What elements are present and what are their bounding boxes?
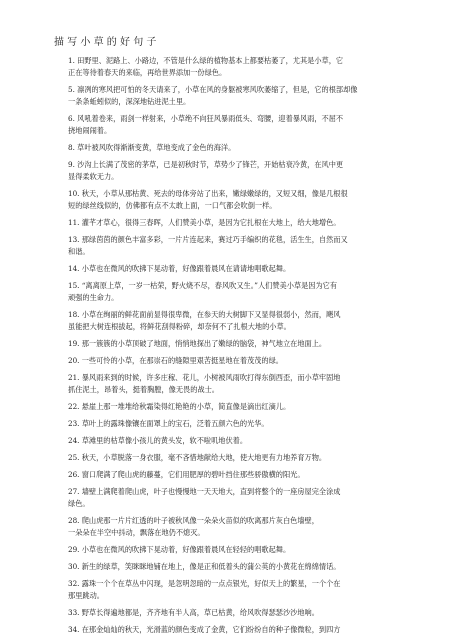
sentence-continuation-line: 显得柔软无力。 <box>68 172 119 181</box>
sentence-item <box>68 280 418 304</box>
sentence-line: 34. 在那金灿灿的秋天，光滑蓝的颜色变成了金黄，它们纷纷自的种子像微粒，到四方 <box>68 625 341 634</box>
sentence-continuation-line: 虽能把大树连根拔起，将鲜花刮得粉碎，却奈何不了扎根大地的小草。 <box>68 322 291 331</box>
sentence-continuation-line: 那里跳动。 <box>68 591 104 600</box>
sentence-item <box>68 544 418 556</box>
sentence-item <box>68 355 418 367</box>
sentence-item <box>68 338 418 350</box>
sentence-line: 18. 小草在绚丽的鲜花面前显得很卑微，在参天的大树脚下又显得很弱小，然而，飓风 <box>68 310 341 319</box>
sentence-line: 11. 灌芊才草心，很得三春晖，人们赞美小草，是因为它扎根在大地上，给大地增色。 <box>68 218 341 227</box>
document-title: 描写小草的好句子 <box>54 37 160 48</box>
sentence-item <box>68 142 418 154</box>
sentence-line: 14. 小草也在微风的吹拂下晃动着，好像跟着晨风在请请地唱歌起舞。 <box>68 264 291 273</box>
sentence-line: 30. 新生的绿草，笑眯眯地铺在地上，像是正和低着头的蒲公英的小黄花在绵绵情话。 <box>68 562 341 571</box>
sentence-continuation-line: 一条条蚯蚓似的，深深地钻进泥土里。 <box>68 97 191 106</box>
sentence-line: 20. 一些可怜的小草，在那崇石的缝隙里艰苦挺星地在着茂茂的绿。 <box>68 356 283 365</box>
sentence-line: 15. “离离原上草，一岁一枯荣，野火烧不尽，春风吹又生。”人们赞美小草是因为它有 <box>68 281 338 290</box>
sentence-continuation-line: 和谐。 <box>68 247 90 256</box>
sentence-continuation-line: 正在等待着春天的来临，再给世界添加一份绿色。 <box>68 68 227 77</box>
sentence-item <box>68 234 418 258</box>
sentence-item <box>68 55 418 79</box>
sentence-line: 9. 沙沟上长满了茂密的茅草，已是初秋时节，草势少了锋芒，开始枯衰冷黄，在风中更 <box>68 160 344 169</box>
sentence-item <box>68 469 418 481</box>
sentence-continuation-line: 挠地闹闹着。 <box>68 126 112 135</box>
sentence-item <box>68 217 418 229</box>
sentence-line: 26. 窗口爬满了爬山虎的藤蔓，它们用肥厚的碧叶挡住那些骄傲横的阳光。 <box>68 470 305 479</box>
sentence-line: 13. 那绿茵茵的颜色丰富多彩，一片片连起来，赛过巧手编织的花毯，活生生，自然而又 <box>68 235 348 244</box>
sentence-line: 6. 风吼着卷来，雨剑一样射来，小草绝不向狂风暴雨低头、弯腰，迎着暴风雨，不屈不 <box>68 114 344 123</box>
sentence-item <box>68 486 418 510</box>
sentence-line: 5. 凛冽的寒风把可怕的冬天请来了，小草在风的身躯被寒风吹萎缩了，但是，它的根部却像 <box>68 85 358 94</box>
sentence-item <box>68 84 418 108</box>
sentence-continuation-line: 一朵朵在半空中抖动，飘落在地仍不熄灭。 <box>68 528 205 537</box>
sentence-continuation-line: 绿色。 <box>68 499 90 508</box>
sentence-line: 25. 秋天，小草脱落一身衣服，毫不吝惜地献给大地，使大地更有力地养育万物。 <box>68 453 327 462</box>
sentence-item <box>68 372 418 396</box>
sentence-line: 24. 草滩里的枯草像小孩儿的黄头发，软不啦叽地伏着。 <box>68 436 248 445</box>
sentence-item <box>68 624 418 636</box>
sentence-line: 21. 暴风雨来到的时候，许多庄稼、花儿，小树被风雨吹打得东倒西歪，而小草牢固地 <box>68 373 341 382</box>
sentence-item <box>68 418 418 430</box>
sentence-continuation-line: 抓住泥土，昂着头，挺着胸膛，像无畏的战士。 <box>68 385 219 394</box>
sentence-list <box>68 55 418 641</box>
sentence-item <box>68 515 418 539</box>
sentence-line: 33. 野草长得遍地都是，齐齐地有半人高，草已枯黄，给风吹得瑟瑟沙沙地响。 <box>68 608 319 617</box>
sentence-item <box>68 401 418 413</box>
sentence-line: 1. 田野里、泥路上、小路边，不管是什么绿的植物基本上都要枯萎了，尤其是小草，它 <box>68 56 344 65</box>
sentence-line: 19. 那一簇簇的小草顶破了地面，悄悄地探出了嫩绿的脑袋，神气地立在地面上。 <box>68 339 327 348</box>
sentence-line: 22. 悬崖上那一堆堆给秋霜染得红艳艳的小草，简直像是滴出红滴儿。 <box>68 402 291 411</box>
sentence-item <box>68 309 418 333</box>
sentence-line: 23. 草叶上的露珠像镶在面罩上的宝石，泛着五颜六色的光华。 <box>68 419 269 428</box>
sentence-item <box>68 113 418 137</box>
sentence-item <box>68 452 418 464</box>
sentence-line: 32. 露珠一个个在草丛中闪现，是忽明忽暗的一点点银光，好似天上的繁星，一个个在 <box>68 579 341 588</box>
sentence-item <box>68 435 418 447</box>
sentence-continuation-line: 短的绿丝线似的，仿佛都有点不太敢上面，一口气都会吹倒一样。 <box>68 201 277 210</box>
sentence-line: 10. 秋天，小草从那枯黄、死去的母体旁站了出来，嫩绿嫩绿的，又短又细，像是几根很 <box>68 189 348 198</box>
sentence-item <box>68 159 418 183</box>
sentence-line: 27. 墙壁上满爬着爬山虎，叶子也慢慢地一天天地大，直到将整个的一座房屋完全涂成 <box>68 487 341 496</box>
sentence-item <box>68 578 418 602</box>
sentence-item <box>68 188 418 212</box>
sentence-item <box>68 561 418 573</box>
sentence-line: 29. 小草也在微风的吹拂下晃动着，好像跟着晨风在轻轻的唱歌起舞。 <box>68 545 291 554</box>
sentence-item <box>68 263 418 275</box>
sentence-line: 28. 爬山虎那一片片红透的叶子被秋风像一朵朵火苗似的吹离那片灰白色墙壁， <box>68 516 319 525</box>
sentence-line: 8. 草叶被风吹得渐渐变黄，草地变成了金色的海洋。 <box>68 143 236 152</box>
sentence-item <box>68 607 418 619</box>
sentence-continuation-line: 顽强的生命力。 <box>68 293 119 302</box>
